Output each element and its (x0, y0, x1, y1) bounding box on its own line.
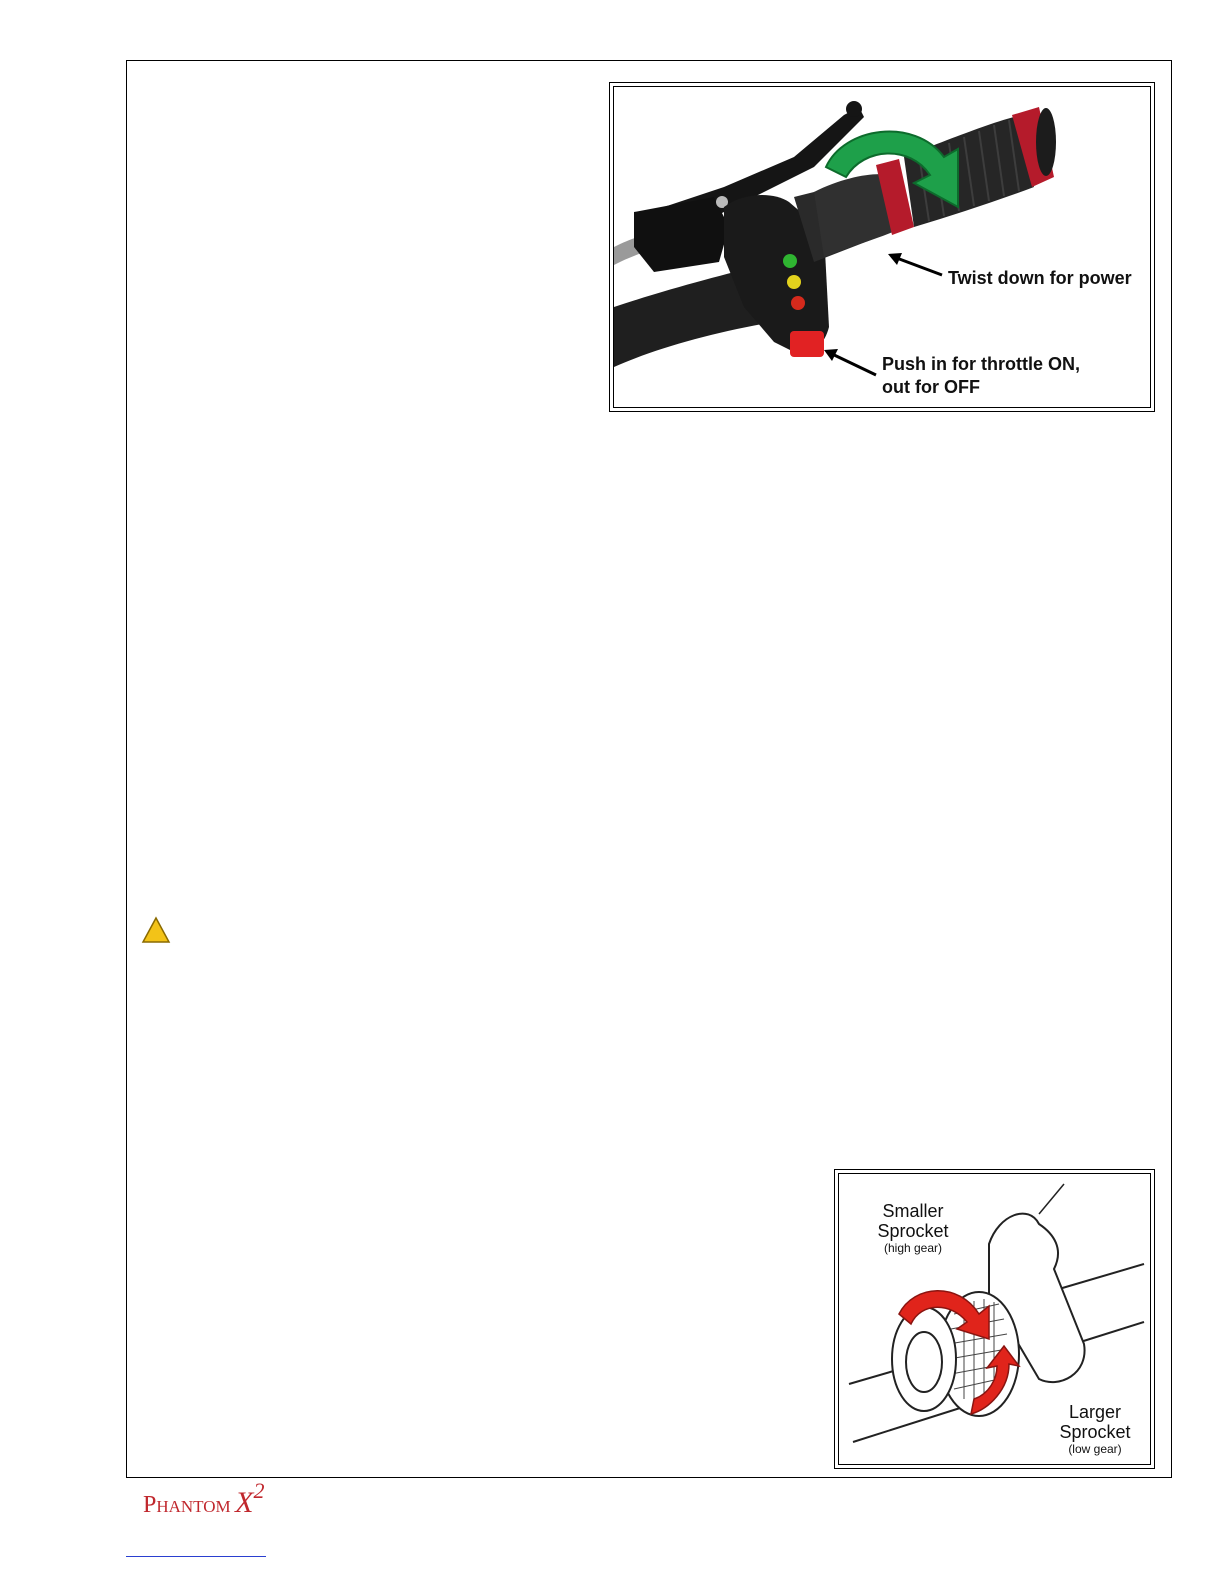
smaller-sprocket-note: (high gear) (883, 1241, 943, 1255)
logo-word: Phantom (143, 1492, 231, 1518)
phantom-logo (143, 1478, 265, 1530)
sprocket-diagram (838, 1173, 1151, 1465)
smaller-sprocket-label (853, 1201, 973, 1255)
push-callout (882, 353, 1080, 399)
larger-sprocket-label (1035, 1402, 1151, 1456)
logo-superscript: 2 (253, 1478, 265, 1503)
smaller-sprocket-line2: Sprocket (877, 1221, 949, 1241)
larger-sprocket-note: (low gear) (1068, 1442, 1122, 1456)
larger-sprocket-line2: Sprocket (1059, 1422, 1131, 1442)
throttle-photo (613, 86, 1151, 408)
warning-icon (141, 916, 171, 944)
empty-light (791, 296, 805, 310)
footer-link-underline[interactable] (126, 1556, 266, 1557)
push-callout-line2: out for OFF (882, 377, 980, 397)
larger-sprocket-line1: Larger (1068, 1402, 1122, 1422)
logo-x: X (235, 1486, 254, 1519)
half-light (787, 275, 801, 289)
push-callout-line1: Push in for throttle ON, (882, 354, 1080, 374)
smaller-sprocket-line1: Smaller (882, 1201, 944, 1221)
throttle-switch-button (790, 331, 824, 357)
throttle-photo-figure (609, 82, 1155, 412)
twist-callout: Twist down for power (948, 268, 1132, 288)
full-light (783, 254, 797, 268)
sprocket-figure (834, 1169, 1155, 1469)
